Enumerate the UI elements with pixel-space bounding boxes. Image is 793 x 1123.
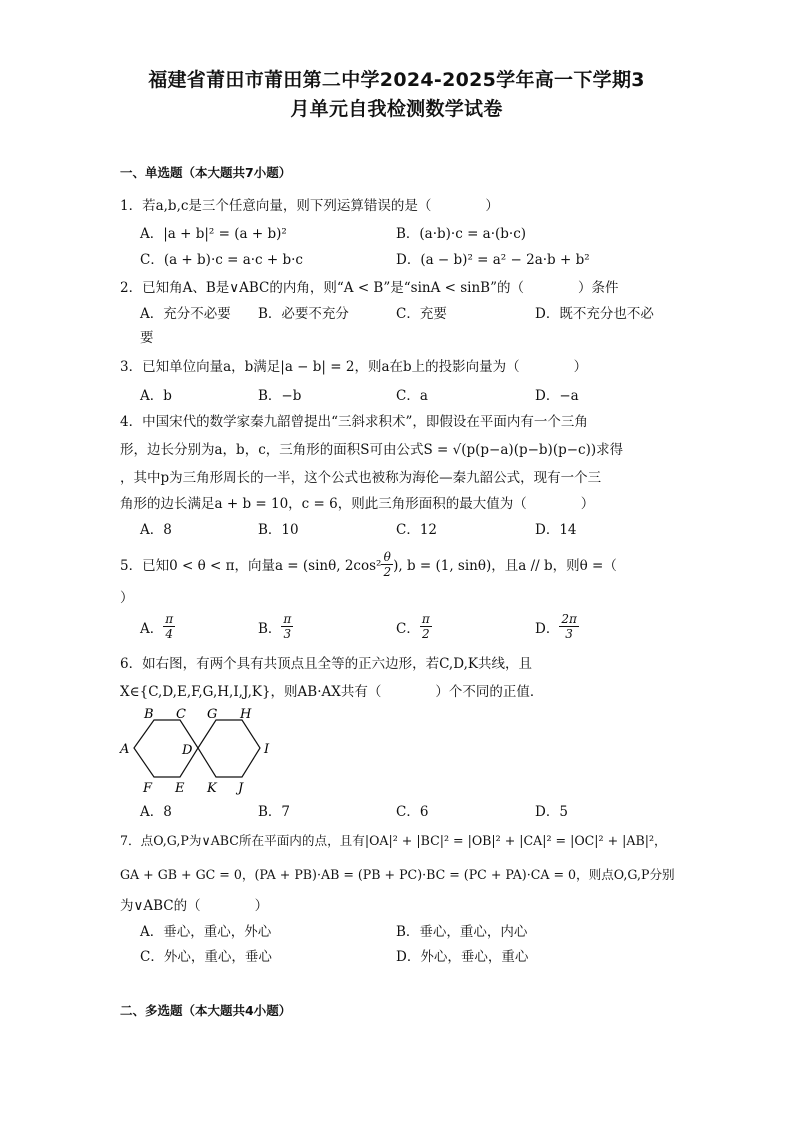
option-fraction: [281, 612, 293, 641]
question-7-option-a: A．垂心，重心，外心: [140, 924, 272, 940]
question-5-stem-part-1: 5．已知0 < θ < π，向量a = (sinθ, 2cos²: [120, 558, 382, 574]
label-a: A: [120, 742, 130, 757]
question-2-option-c: C．充要: [396, 306, 447, 322]
label-f: F: [143, 781, 153, 796]
question-7-option-c: C．外心，重心，垂心: [140, 949, 272, 965]
question-3-option-b: B．−b: [258, 388, 302, 404]
question-6-line-1: 6．如右图，有两个具有共顶点且全等的正六边形，若C,D,K共线，且: [120, 656, 532, 672]
fraction-numerator: θ: [381, 550, 393, 565]
label-e: E: [175, 781, 185, 796]
label-i: I: [264, 742, 270, 757]
question-4-option-c: C．12: [396, 522, 438, 538]
question-1-option-b: B．(a·b)·c = a·(b·c): [396, 226, 527, 242]
question-6-option-a: A．8: [140, 804, 172, 820]
label-j: J: [238, 781, 244, 796]
question-1-option-d: D．(a − b)² = a² − 2a·b + b²: [396, 252, 590, 268]
label-d: D: [182, 743, 193, 758]
question-2-option-b: B．必要不充分: [258, 306, 349, 322]
question-2-option-d: D．既不充分也不必: [535, 306, 654, 322]
question-7-line-2: GA + GB + GC = 0，(PA + PB)·AB = (PB + PC)·BC = (PC + PA)·CA = 0，则点O,G,P分别: [120, 867, 675, 882]
question-1-stem: 1．若a,b,c是三个任意向量，则下列运算错误的是（ ）: [120, 198, 499, 214]
right-hexagon: [198, 720, 260, 777]
question-2-stem: 2．已知角A、B是∨ABC的内角，则“A < B”是“sinA < sinB”的（ ）条件: [120, 280, 619, 296]
question-5-option-b: [258, 612, 293, 641]
fraction-numerator: π: [165, 612, 174, 626]
question-7-option-d: D．外心，垂心，重心: [396, 949, 529, 965]
question-5-stem-part-2: ), b = (1, sinθ)，且a // b，则θ =（: [393, 558, 617, 574]
fraction-numerator: π: [421, 612, 430, 626]
hexagon-figure: [118, 704, 278, 796]
question-3-option-d: D．−a: [535, 388, 579, 404]
label-k: K: [207, 781, 217, 796]
option-label: C．: [396, 620, 420, 637]
question-4-option-b: B．10: [258, 522, 299, 538]
fraction-denominator: 4: [165, 627, 174, 641]
option-fraction: [163, 612, 175, 641]
exam-title-line-1: 福建省莆田市莆田第二中学2024-2025学年高一下学期3: [148, 69, 645, 91]
question-4-line-1: 4．中国宋代的数学家秦九韶曾提出“三斜求积术”，即假设在平面内有一个三角: [120, 414, 588, 430]
option-fraction: [420, 612, 432, 641]
question-3-option-c: C．a: [396, 388, 428, 404]
question-3-option-a: A．b: [140, 388, 172, 404]
section-heading-single-choice: 一、单选题（本大题共7小题）: [120, 165, 292, 180]
fraction-denominator: 3: [283, 627, 292, 641]
label-c: C: [176, 707, 186, 722]
section-heading-multiple-choice: 二、多选题（本大题共4小题）: [120, 1003, 292, 1018]
question-7-line-1: 7．点O,G,P为∨ABC所在平面内的点，且有|OA|² + |BC|² = |OB|² + |CA|² = |OC|² + |AB|²，: [120, 833, 667, 848]
fraction-denominator: 3: [565, 627, 573, 641]
question-5-stem: [120, 544, 617, 584]
fraction-numerator: π: [283, 612, 292, 626]
question-1-option-a: A．|a + b|² = (a + b)²: [140, 226, 287, 242]
question-5-stem-fraction: [381, 550, 393, 579]
option-label: A．: [140, 620, 164, 637]
question-4-line-3: ，其中p为三角形周长的一半，这个公式也被称为海伦—秦九韶公式，现有一个三: [120, 470, 602, 486]
exam-title-line-2: 月单元自我检测数学试卷: [290, 98, 503, 120]
fraction-numerator: 2π: [561, 612, 577, 626]
question-3-stem: 3．已知单位向量a，b满足|a − b| = 2，则a在b上的投影向量为（ ）: [120, 359, 588, 375]
label-b: B: [144, 707, 154, 722]
fraction-denominator: 2: [383, 564, 392, 579]
question-1-option-c: C．(a + b)·c = a·c + b·c: [140, 252, 303, 268]
question-7-line-3: 为∨ABC的（ ）: [120, 898, 269, 914]
question-4-option-d: D．14: [535, 522, 577, 538]
question-5-line-2: ）: [120, 590, 134, 606]
question-5-option-c: [396, 612, 432, 641]
question-4-option-a: A．8: [140, 522, 172, 538]
question-6-option-c: C．6: [396, 804, 429, 820]
label-h: H: [240, 707, 252, 722]
question-4-line-2: 形，边长分别为a，b，c，三角形的面积S可由公式S = √(p(p−a)(p−b)(p−c))求得: [120, 442, 624, 458]
label-g: G: [207, 707, 218, 722]
option-label: D．: [535, 620, 560, 637]
option-label: B．: [258, 620, 282, 637]
question-4-line-4: 角形的边长满足a + b = 10，c = 6，则此三角形面积的最大值为（ ）: [120, 496, 595, 512]
option-fraction: [559, 612, 579, 641]
question-2-option-a: A．充分不必要: [140, 306, 231, 322]
question-7-option-b: B．垂心，重心，内心: [396, 924, 528, 940]
question-6-option-d: D．5: [535, 804, 568, 820]
question-2-option-d-continued: 要: [140, 330, 154, 346]
question-6-line-2: X∈{C,D,E,F,G,H,I,J,K}，则AB·AX共有（ ）个不同的正值．: [120, 684, 544, 700]
fraction-denominator: 2: [421, 627, 430, 641]
question-5-option-d: [535, 612, 579, 641]
question-6-option-b: B．7: [258, 804, 291, 820]
question-5-option-a: [140, 612, 175, 641]
